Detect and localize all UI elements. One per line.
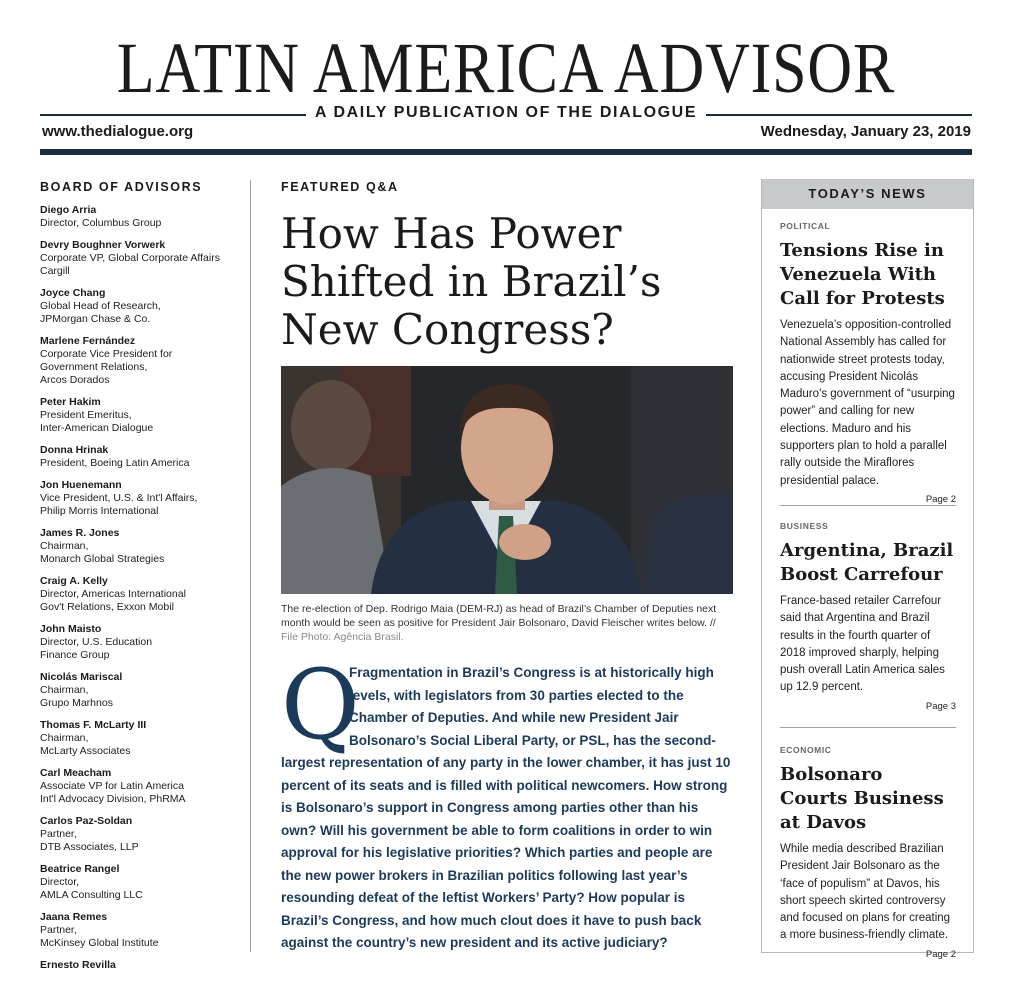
advisor-entry xyxy=(40,767,240,806)
advisor-name: Beatrice Rangel xyxy=(40,863,120,875)
advisor-title: Partner, DTB Associates, LLP xyxy=(40,828,139,853)
advisor-name: Jaana Remes xyxy=(40,911,108,923)
story-body: Venezuela’s opposition-controlled National Assembly has called for nationwide street protests today, accusing President Nicolás Maduro’s government of “usurping power” and calling for new elections. Maduro and his supporters plan to hold a parallel rally outside the Miraflores presidential palace. xyxy=(780,319,955,487)
masthead-subtitle: A DAILY PUBLICATION OF THE DIALOGUE xyxy=(314,104,698,121)
story-body: France-based retailer Carrefour said that Argentina and Brazil results in the fourth quarter of 2018 improved sharply, helping push overall Latin America sales up 12.9 percent. xyxy=(780,595,945,694)
advisor-name: James R. Jones xyxy=(40,527,120,539)
advisor-title: Partner, McKinsey Global Institute xyxy=(40,924,159,949)
advisor-title: Chairman, Monarch Global Strategies xyxy=(40,540,165,565)
advisor-title: Director, Americas International Gov't Relations, Exxon Mobil xyxy=(40,588,186,613)
advisor-entry xyxy=(40,335,240,387)
drop-cap: Q xyxy=(281,649,360,761)
advisor-title: Associate VP for Latin America Int'l Advocacy Division, PhRMA xyxy=(40,780,186,805)
advisor-entry xyxy=(40,204,240,230)
caption-text: The re-election of Dep. Rodrigo Maia (DEM-RJ) as head of Brazil’s Chamber of Deputies next month would be seen as positive for President Jair Bolsonaro, David Fleischer writes below. // xyxy=(281,603,717,629)
advisor-entry xyxy=(40,575,240,614)
photo-caption xyxy=(281,602,733,644)
advisor-entry xyxy=(40,719,240,758)
advisor-title: Chairman, Grupo Marhnos xyxy=(40,684,113,709)
advisor-title: Director, AMLA Consulting LLC xyxy=(40,876,143,901)
advisor-name: John Maisto xyxy=(40,623,102,635)
advisor-name: Thomas F. McLarty III xyxy=(40,719,147,731)
site-url-link[interactable]: www.thedialogue.org xyxy=(42,123,194,140)
news-story[interactable] xyxy=(780,221,956,505)
feature-headline[interactable]: How Has Power Shifted in Brazil’s New Congress? xyxy=(281,209,662,354)
story-category: ECONOMIC xyxy=(780,745,832,755)
publication-date: Wednesday, January 23, 2019 xyxy=(760,123,971,140)
advisor-entry xyxy=(40,623,240,662)
story-divider xyxy=(780,727,956,728)
masthead-title: LATIN AMERICA ADVISOR xyxy=(116,28,896,108)
advisors-heading: BOARD OF ADVISORS xyxy=(40,180,203,194)
advisor-title: Vice President, U.S. & Int'l Affairs, Philip Morris International xyxy=(40,492,198,517)
portrait-illustration xyxy=(281,366,733,594)
advisor-title: President Emeritus, Inter-American Dialogue xyxy=(40,409,154,434)
story-page-ref[interactable]: Page 2 xyxy=(925,948,956,960)
advisor-title: Corporate Vice President for Government Relations, Arcos Dorados xyxy=(40,348,173,386)
column-divider xyxy=(250,180,251,952)
masthead-rule-right xyxy=(706,114,972,116)
story-page-ref[interactable]: Page 2 xyxy=(925,493,956,505)
advisor-entry xyxy=(40,959,240,972)
featured-qa xyxy=(281,180,733,955)
advisor-entry xyxy=(40,287,240,326)
advisor-entry xyxy=(40,671,240,710)
advisor-entry xyxy=(40,911,240,950)
advisor-title: Global Head of Research, JPMorgan Chase & Co. xyxy=(40,300,161,325)
advisor-name: Ernesto Revilla xyxy=(40,959,116,971)
advisor-title: Director, U.S. Education Finance Group xyxy=(40,636,153,661)
advisor-name: Devry Boughner Vorwerk xyxy=(40,239,166,251)
advisor-name: Joyce Chang xyxy=(40,287,106,299)
masthead-divider xyxy=(40,149,972,155)
advisor-entry xyxy=(40,396,240,435)
board-of-advisors xyxy=(40,180,240,981)
feature-intro xyxy=(281,649,733,955)
photo-credit: File Photo: Agência Brasil. xyxy=(281,631,404,643)
advisor-name: Peter Hakim xyxy=(40,396,101,408)
story-title[interactable]: Argentina, Brazil Boost Carrefour xyxy=(780,540,954,585)
advisor-entry xyxy=(40,815,240,854)
todays-news-heading: TODAY’S NEWS xyxy=(762,179,973,209)
advisor-name: Marlene Fernández xyxy=(40,335,136,347)
advisor-name: Donna Hrinak xyxy=(40,444,109,456)
advisor-entry xyxy=(40,239,240,278)
story-page-ref[interactable]: Page 3 xyxy=(925,700,956,712)
advisor-entry xyxy=(40,863,240,902)
advisor-entry xyxy=(40,444,240,470)
story-category: POLITICAL xyxy=(780,221,831,231)
story-body: While media described Brazilian President Jair Bolsonaro as the ‘face of populism” at Davos, his short speech skirted controversy and focused on plans for creating a more business-friendly climate. xyxy=(780,843,951,942)
advisor-name: Carlos Paz-Soldan xyxy=(40,815,133,827)
story-divider xyxy=(780,505,956,506)
advisor-entry xyxy=(40,527,240,566)
story-title[interactable]: Tensions Rise in Venezuela With Call for Protests xyxy=(780,240,945,309)
intro-text: Fragmentation in Brazil’s Congress is at historically high levels, with legislators from 30 parties elected to the Chamber of Deputies. And while new President Jair Bolsonaro’s Social Liberal Party, or PSL, has the second-largest representation of any party in the lower chamber, it has just 10 percent of its seats and is filled with political newcomers. How strong is Bolsonaro’s support in Congress among parties other than his own? Will his government be able to form coalitions in order to win approval for his legislative priorities? Which parties and people are the new power brokers in Brazilian politics following last year’s resounding defeat of the leftist Workers’ Party? How popular is Brazil’s Congress, and how much clout does it have to push back against the country’s new president and its active judiciary? xyxy=(281,665,731,950)
advisor-title: Director, Columbus Group xyxy=(40,217,162,229)
advisor-name: Carl Meacham xyxy=(40,767,112,779)
advisor-title: President, Boeing Latin America xyxy=(40,457,190,469)
advisor-title: Chairman, McLarty Associates xyxy=(40,732,131,757)
feature-photo xyxy=(281,366,733,594)
advisor-name: Jon Huenemann xyxy=(40,479,122,491)
story-title[interactable]: Bolsonaro Courts Business at Davos xyxy=(780,764,944,833)
news-story[interactable] xyxy=(780,521,956,712)
news-story[interactable] xyxy=(780,745,956,960)
todays-news-panel xyxy=(761,179,974,960)
advisor-name: Diego Arria xyxy=(40,204,97,216)
advisor-title: Corporate VP, Global Corporate Affairs Cargill xyxy=(40,252,220,277)
advisor-name: Nicolás Mariscal xyxy=(40,671,123,683)
masthead-rule-left xyxy=(40,114,306,116)
story-category: BUSINESS xyxy=(780,521,829,531)
featured-label: FEATURED Q&A xyxy=(281,180,399,194)
advisor-name: Craig A. Kelly xyxy=(40,575,108,587)
advisor-entry xyxy=(40,479,240,518)
